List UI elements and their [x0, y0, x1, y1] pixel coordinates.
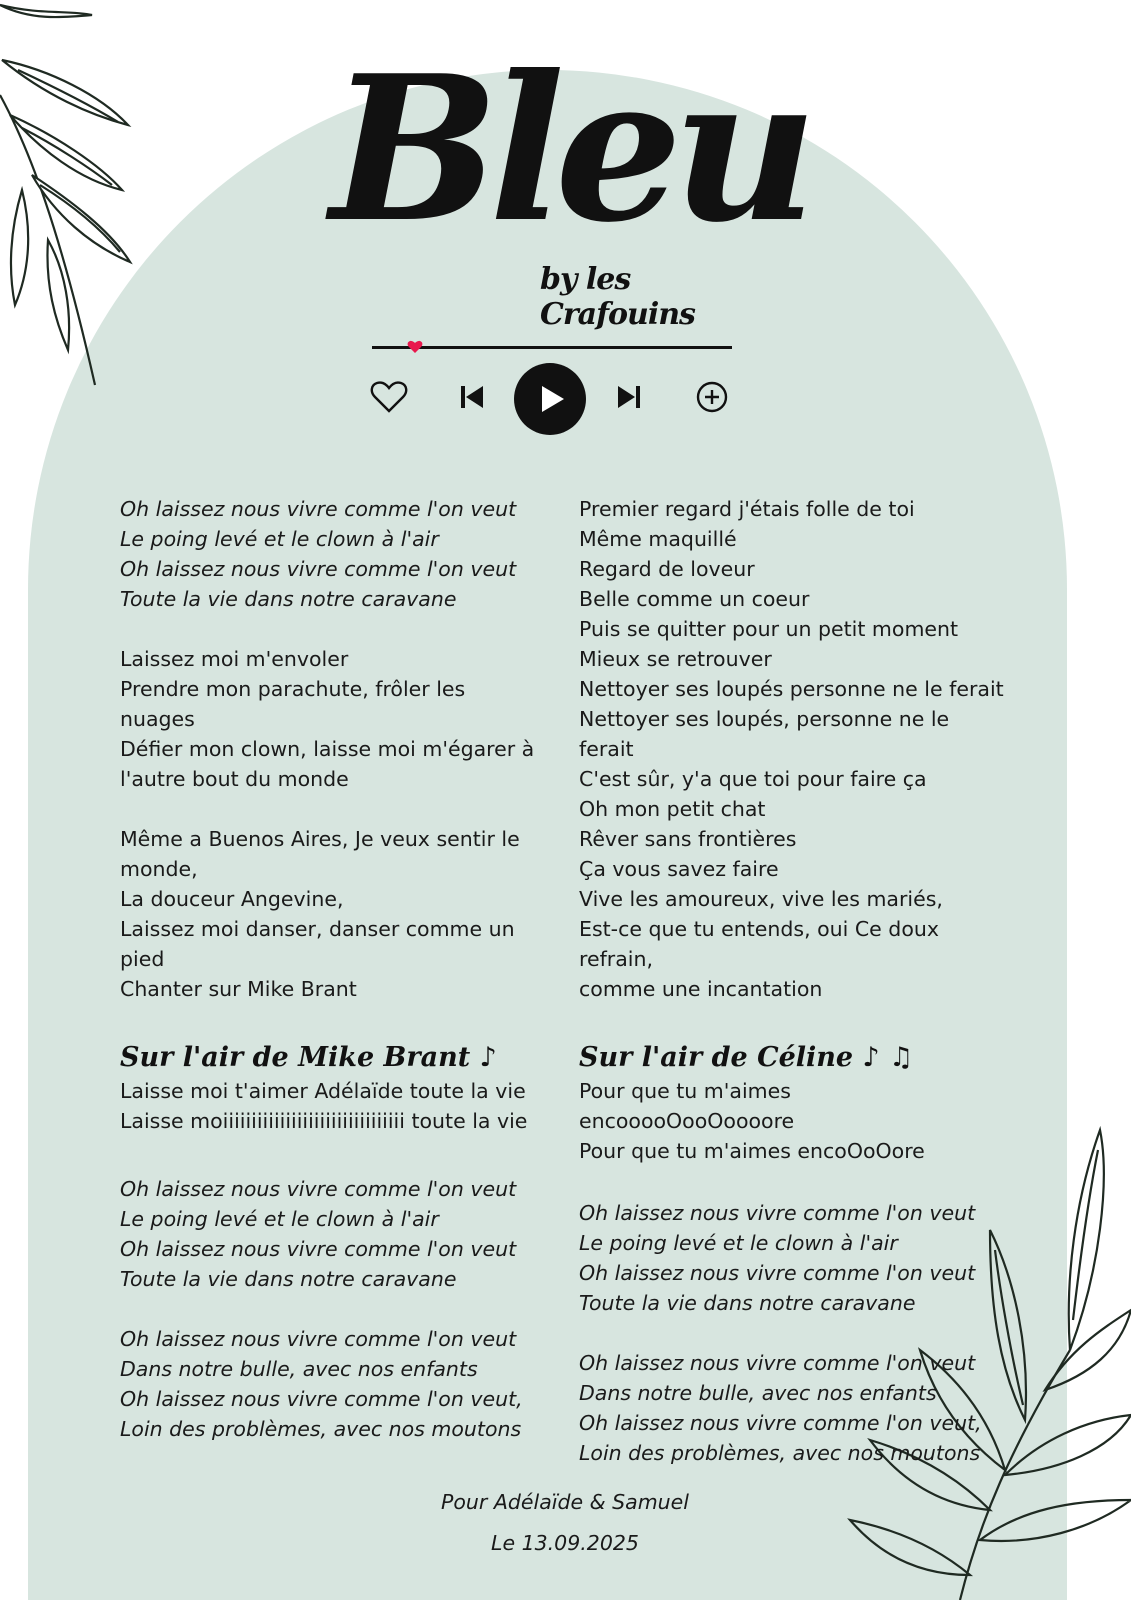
lyric-line: monde, [120, 857, 198, 881]
lyric-line: Oh laissez nous vivre comme l'on veut [120, 1327, 517, 1351]
lyric-line: Oh laissez nous vivre comme l'on veut [120, 1177, 517, 1201]
lyric-line: Nettoyer ses loupés, personne ne le ferait [579, 707, 950, 761]
chorus-stanza [120, 1174, 540, 1294]
lyric-line: La douceur Angevine, [120, 887, 344, 911]
lyric-line: l'autre bout du monde [120, 767, 349, 791]
lyric-line: Dans notre bulle, avec nos enfants [579, 1381, 937, 1405]
lyric-line: Rêver sans frontières [579, 827, 797, 851]
chorus-stanza [120, 1324, 540, 1444]
lyrics-right-column [579, 494, 1009, 1498]
lyric-line: Toute la vie dans notre caravane [579, 1291, 916, 1315]
lyric-line: Regard de loveur [579, 557, 755, 581]
air-heading-celine: Sur l'air de Céline ♪ ♫ [579, 1042, 914, 1073]
leaf-branch-top-left-icon [0, 0, 150, 400]
chorus-stanza [579, 1198, 1009, 1318]
song-subtitle: by les Crafouins [540, 262, 695, 332]
heart-progress-knob-icon[interactable] [407, 339, 423, 355]
lyric-line: Loin des problèmes, avec nos moutons [120, 1417, 522, 1441]
lyric-line: Laisse moiiiiiiiiiiiiiiiiiiiiiiiiiiiiiiii toute la vie [120, 1109, 528, 1133]
lyric-line: Mieux se retrouver [579, 647, 772, 671]
skip-previous-icon[interactable] [460, 385, 484, 409]
lyric-line: Même maquillé [579, 527, 737, 551]
lyrics-left-column [120, 494, 540, 1474]
lyric-line: Premier regard j'étais folle de toi [579, 497, 915, 521]
lyric-line: Oh laissez nous vivre comme l'on veut, [120, 1387, 523, 1411]
lyric-line: Le poing levé et le clown à l'air [120, 1207, 439, 1231]
lyric-line: Pour que tu m'aimes encoOoOore [579, 1139, 925, 1163]
lyric-line: Dans notre bulle, avec nos enfants [120, 1357, 478, 1381]
lyric-line: Oh laissez nous vivre comme l'on veut [579, 1261, 976, 1285]
lyric-line: Défier mon clown, laisse moi m'égarer à [120, 737, 535, 761]
lyric-line: Le poing levé et le clown à l'air [120, 527, 439, 551]
lyric-line: Loin des problèmes, avec nos moutons [579, 1441, 981, 1465]
lyric-line: Oh mon petit chat [579, 797, 766, 821]
plus-circle-icon[interactable] [696, 381, 728, 413]
lyric-line: Oh laissez nous vivre comme l'on veut [579, 1201, 976, 1225]
heart-outline-icon[interactable] [370, 380, 408, 414]
lyric-line: Pour que tu m'aimes encooooOooOoooore [579, 1079, 795, 1133]
lyric-line: Le poing levé et le clown à l'air [579, 1231, 898, 1255]
skip-next-icon[interactable] [617, 385, 641, 409]
chorus-stanza [120, 494, 540, 614]
lyric-line: comme une incantation [579, 977, 823, 1001]
lyric-line: Laisse moi t'aimer Adélaïde toute la vie [120, 1079, 526, 1103]
lyric-line: Laissez moi m'envoler [120, 647, 349, 671]
air-heading-mike-brant: Sur l'air de Mike Brant ♪ [120, 1042, 497, 1073]
lyric-line: Ça vous savez faire [579, 857, 779, 881]
lyric-line: Chanter sur Mike Brant [120, 977, 357, 1001]
lyric-line: Est-ce que tu entends, oui Ce doux refrain, [579, 917, 939, 971]
lyric-line: Prendre mon parachute, frôler les nuages [120, 677, 466, 731]
lyric-line: Oh laissez nous vivre comme l'on veut, [579, 1411, 982, 1435]
dedication: Pour Adélaïde & Samuel [441, 1490, 689, 1514]
lyric-line: Oh laissez nous vivre comme l'on veut [120, 1237, 517, 1261]
lyric-line: Belle comme un coeur [579, 587, 810, 611]
chorus-stanza [579, 1348, 1009, 1468]
song-title-text: Bleu [330, 32, 808, 267]
lyric-line: Oh laissez nous vivre comme l'on veut [120, 497, 517, 521]
celine-stanza [579, 1076, 1009, 1166]
verse-stanza [120, 644, 540, 794]
play-button[interactable] [513, 362, 587, 436]
lyric-line: C'est sûr, y'a que toi pour faire ça [579, 767, 927, 791]
song-title [330, 20, 808, 290]
lyric-line: Toute la vie dans notre caravane [120, 1267, 457, 1291]
progress-bar[interactable] [372, 346, 732, 349]
player-controls [360, 360, 730, 440]
lyric-line: Vive les amoureux, vive les mariés, [579, 887, 943, 911]
lyric-line: Même a Buenos Aires, Je veux sentir le [120, 827, 520, 851]
event-date: Le 13.09.2025 [491, 1531, 639, 1555]
lyric-line: Toute la vie dans notre caravane [120, 587, 457, 611]
lyric-line: Oh laissez nous vivre comme l'on veut [120, 557, 517, 581]
lyric-line: Laissez moi danser, danser comme un [120, 917, 515, 941]
mike-brant-stanza [120, 1076, 540, 1136]
lyric-line: pied [120, 947, 165, 971]
verse-stanza [120, 824, 540, 1004]
lyric-line: Nettoyer ses loupés personne ne le ferait [579, 677, 1004, 701]
verse-stanza [579, 494, 1009, 1004]
lyric-line: Oh laissez nous vivre comme l'on veut [579, 1351, 976, 1375]
lyric-line: Puis se quitter pour un petit moment [579, 617, 959, 641]
